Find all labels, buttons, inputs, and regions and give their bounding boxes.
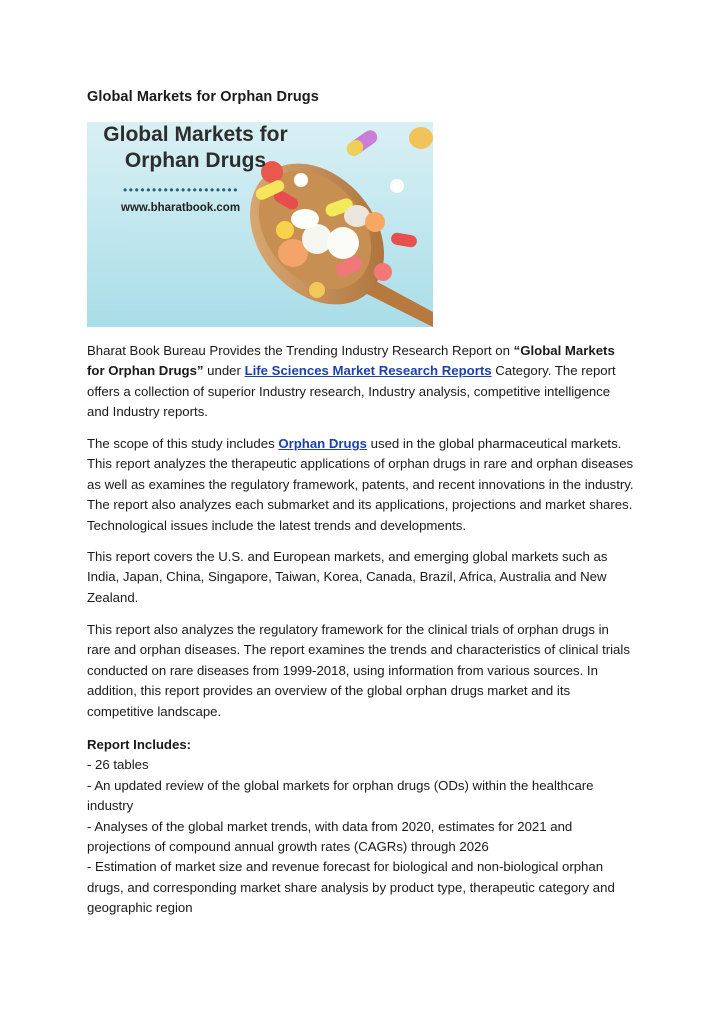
list-item: - 26 tables (87, 757, 149, 773)
report-includes-section (87, 735, 635, 919)
scope-paragraph (87, 434, 635, 536)
intro-text-2: under (203, 363, 245, 379)
list-item: - Estimation of market size and revenue forecast for biological and non-biological orphan drugs, and corresponding market share analysis by product type, therapeutic category and geographic region (87, 859, 615, 916)
banner-headline: Global Markets for Orphan Drugs (103, 123, 288, 172)
coverage-paragraph: This report covers the U.S. and European markets, and emerging global markets such as India, Japan, China, Singapore, Taiwan, Korea, Canada, Brazil, Africa, Australia and New Zealand. (87, 549, 608, 605)
life-sciences-link[interactable]: Life Sciences Market Research Reports (244, 363, 492, 379)
scope-text-2: used in the global pharmaceutical markets. This report analyzes the therapeutic applications of orphan drugs in rare and orphan diseases as well as examines the regulatory framework, patents, and recent innovations in the industry. The report also analyzes each submarket and its applications, projections and market shares. Technological issues include the latest trends and developments. (87, 436, 634, 533)
list-item: - An updated review of the global markets for orphan drugs (ODs) within the healthcare industry (87, 777, 594, 814)
intro-text-1: Bharat Book Bureau Provides the Trending Industry Research Report on (87, 343, 514, 358)
banner-dots: •••••••••••••••••••• (123, 183, 240, 197)
page-title: Global Markets for Orphan Drugs (87, 89, 319, 105)
report-name: “Global Markets for Orphan Drugs” (87, 343, 615, 379)
banner-website: www.bharatbook.com (121, 202, 241, 214)
scope-text-1: The scope of this study includes (87, 436, 279, 451)
regulatory-paragraph: This report also analyzes the regulatory framework for the clinical trials of orphan drugs in rare and orphan diseases. The report examines the trends and characteristics of clinical trials conducted on rare diseases from 1999-2018, using information from various sources. In addition, this report provides an overview of the global orphan drugs market and its competitive landscape. (87, 622, 630, 719)
list-item: - Analyses of the global market trends, with data from 2020, estimates for 2021 and projections of compound annual growth rates (CAGRs) through 2026 (87, 818, 573, 855)
banner-image (87, 122, 433, 327)
orphan-drugs-link[interactable]: Orphan Drugs (278, 436, 367, 451)
intro-paragraph (87, 341, 635, 423)
report-includes-heading: Report Includes: (87, 737, 192, 752)
intro-text-3: Category. The report offers a collection of superior Industry research, Industry analysis, competitive intelligence and Industry reports. (87, 363, 616, 420)
